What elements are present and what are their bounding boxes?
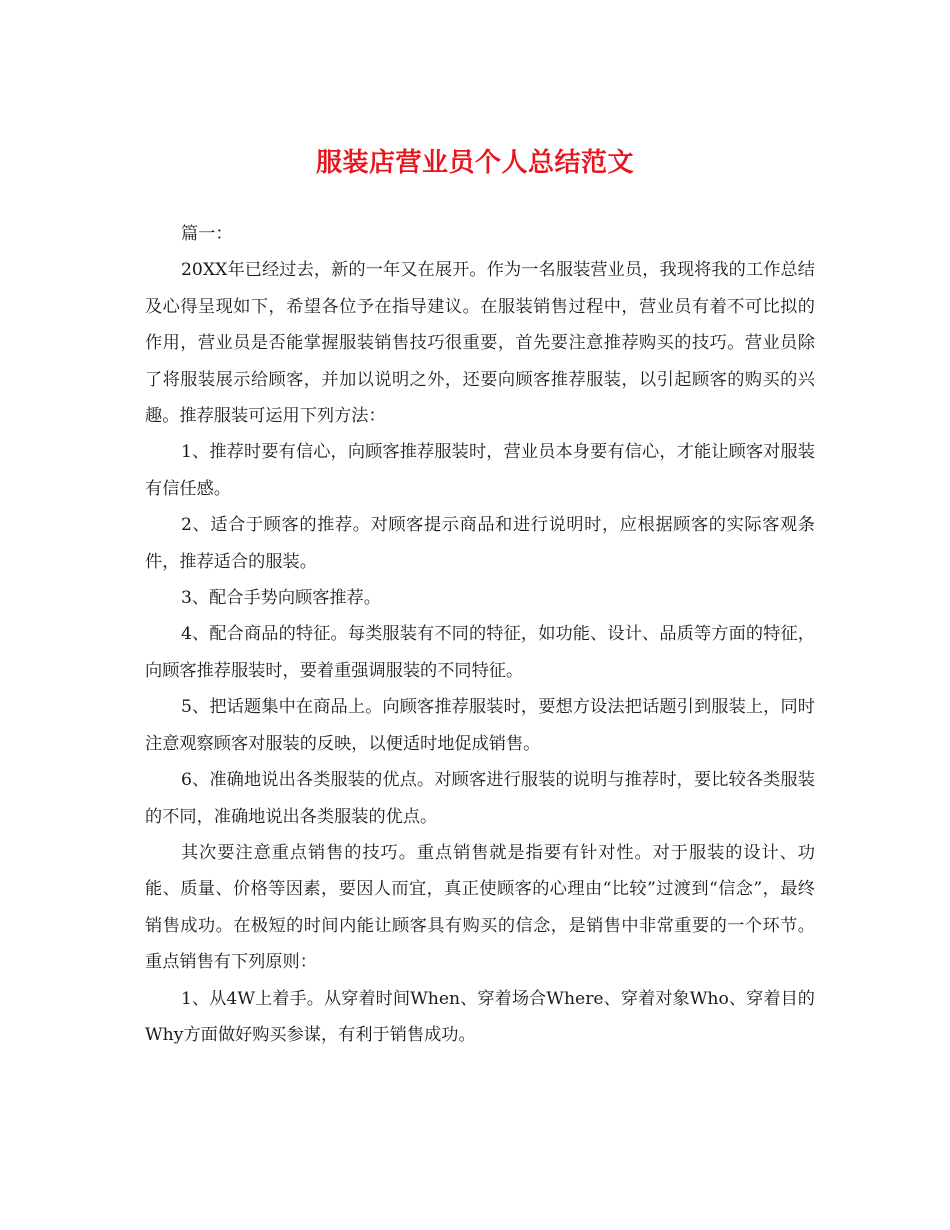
paragraph-key-selling: 其次要注意重点销售的技巧。重点销售就是指要有针对性。对于服装的设计、功能、质量、价格等因素，要因人而宜，真正使顾客的心理由“比较”过渡到“信念”，最终销售成功。在极短的时间内能让顾客具有购买的信念，是销售中非常重要的一个环节。重点销售有下列原则： (145, 842, 815, 973)
paragraph-principle-1: 1、从4W上着手。从穿着时间When、穿着场合Where、穿着对象Who、穿着目的Why方面做好购买参谋，有利于销售成功。 (145, 988, 815, 1045)
paragraph-method-4: 4、配合商品的特征。每类服装有不同的特征，如功能、设计、品质等方面的特征，向顾客推荐服装时，要着重强调服装的不同特征。 (145, 624, 815, 681)
paragraph-method-2: 2、适合于顾客的推荐。对顾客提示商品和进行说明时，应根据顾客的实际客观条件，推荐适合的服装。 (145, 515, 815, 572)
paragraph-method-6: 6、准确地说出各类服装的优点。对顾客进行服装的说明与推荐时，要比较各类服装的不同，准确地说出各类服装的优点。 (145, 770, 815, 827)
paragraph-method-1: 1、推荐时要有信心，向顾客推荐服装时，营业员本身要有信心，才能让顾客对服装有信任感。 (145, 442, 815, 499)
document-body (145, 216, 815, 1053)
paragraph-intro: 20XX年已经过去，新的一年又在展开。作为一名服装营业员，我现将我的工作总结及心得呈现如下，希望各位予在指导建议。在服装销售过程中，营业员有着不可比拟的作用，营业员是否能掌握服装销售技巧很重要，首先要注意推荐购买的技巧。营业员除了将服装展示给顾客，并加以说明之外，还要向顾客推荐服装，以引起顾客的购买的兴趣。推荐服装可运用下列方法： (145, 260, 815, 427)
paragraph-section-heading: 篇一： (181, 224, 233, 244)
paragraph-method-5: 5、把话题集中在商品上。向顾客推荐服装时，要想方设法把话题引到服装上，同时注意观察顾客对服装的反映，以便适时地促成销售。 (145, 697, 815, 754)
paragraph-method-3: 3、配合手势向顾客推荐。 (181, 588, 381, 609)
document-title: 服装店营业员个人总结范文 (315, 148, 634, 178)
